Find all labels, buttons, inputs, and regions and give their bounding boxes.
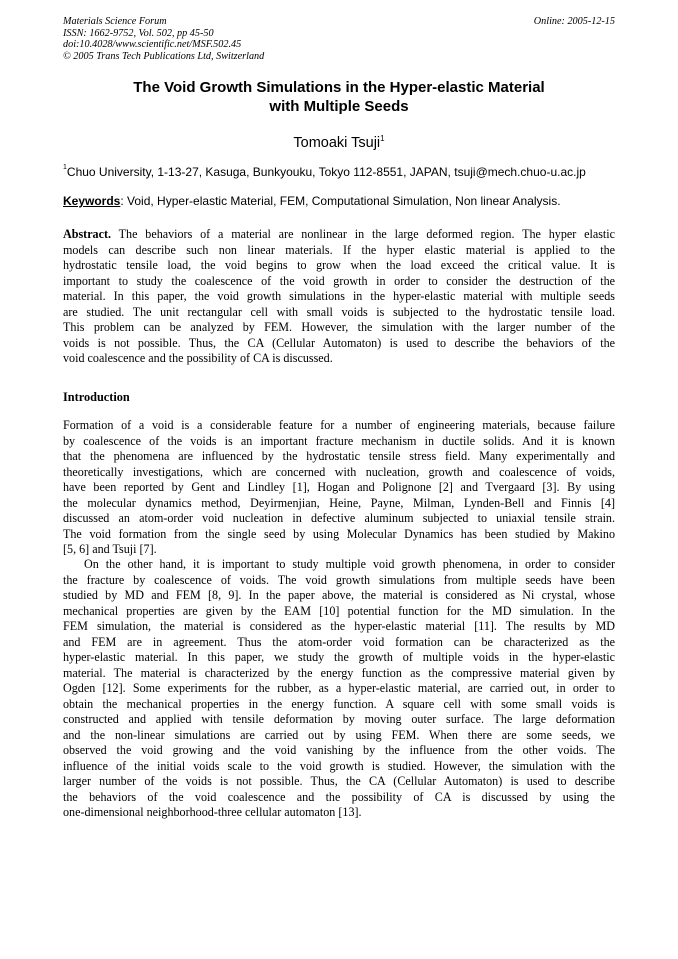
publication-header — [63, 16, 615, 62]
text-line: hyper-elastic material. In this paper, we study the growth of multiple voids in the hyper-elastic — [63, 650, 615, 664]
text-line: larger number of the voids is not possible. Thus, the CA (Cellular Automaton) is used to describe — [63, 774, 615, 788]
text-line: On the other hand, it is important to study multiple void growth phenomena, in order to consider — [84, 557, 615, 571]
text-line: one-dimensional neighborhood-three cellular automaton [13]. — [63, 805, 362, 819]
text-line: theoretically investigations, which are concerned with nucleation, growth and coalescence of voids, — [63, 464, 615, 479]
text-line: [5, 6] and Tsuji [7]. — [63, 542, 157, 556]
abstract-line: important to study the coalescence of the void growth in order to consider the destruction of the — [63, 273, 615, 288]
abstract-line: hydrostatic tensile load, the void begins to grow when the load exceed the critical value. It is — [63, 258, 615, 272]
text-line: material. The material is characterized by the energy function as the compressive material given by — [63, 665, 615, 680]
doi-line: doi:10.4028/www.scientific.net/MSF.502.45 — [63, 39, 242, 51]
abstract-line: void coalescence and the possibility of CA is discussed. — [63, 351, 333, 365]
text-line: have been reported by Gent and Lindley [1], Hogan and Polignone [2] and Tvergaard [3]. By using — [63, 480, 615, 494]
section-heading-introduction: Introduction — [63, 390, 130, 404]
introduction-paragraph-1 — [63, 418, 615, 558]
text-line: influence of the initial voids scale to the void growth is studied. However, the simulation with the — [63, 758, 615, 773]
text-line: and FEM are in agreement. Thus the atom-order void formation can be characterized as the — [63, 634, 615, 649]
paper-title — [63, 78, 615, 116]
title-line-2: with Multiple Seeds — [269, 98, 409, 115]
abstract-label: Abstract. — [63, 227, 112, 241]
abstract — [63, 227, 615, 367]
text-line: discussed an atom-order void nucleation in defective aluminum subjected to uniaxial tensile strain. — [63, 511, 615, 525]
text-line: the molecular dynamics method, Deyirmenjian, Heine, Payne, Milman, Lynden-Bell and Finnis [4] — [63, 495, 615, 510]
text-line: The void formation from the single seed by using Molecular Dynamics has been studied by Makino — [63, 526, 615, 541]
affiliation-mark: 1 — [63, 164, 67, 171]
abstract-line: Abstract. The behaviors of a material are nonlinear in the large deformed region. The hyper elastic — [63, 227, 615, 241]
text-line: the behaviors of the void coalescence and the possibility of CA is discussed by using the — [63, 789, 615, 804]
abstract-line: This problem can be analyzed by FEM. However, the simulation with the larger number of the — [63, 320, 615, 334]
keywords-label: Keywords — [63, 194, 121, 208]
text-line: Ogden [12]. Some experiments for the rubber, as a hyper-elastic material, are carried out, in order to — [63, 681, 615, 695]
author — [63, 135, 615, 151]
issn-line: ISSN: 1662-9752, Vol. 502, pp 45-50 — [63, 27, 214, 39]
text-line: constructed and applied with tensile deformation by moving outer surface. The large deformation — [63, 712, 615, 726]
text-line: Formation of a void is a considerable feature for a number of engineering materials, because failure — [63, 418, 615, 432]
abstract-line: material. In this paper, the void growth simulations in the hyper-elastic material with multiple seeds — [63, 289, 615, 303]
abstract-line: models can describe such non linear materials. If the hyper elastic material is applied to the — [63, 242, 615, 257]
text-line: that the phenomena are influenced by the hydrostatic tensile stress field. Many experimentally and — [63, 449, 615, 463]
keywords-text: : Void, Hyper-elastic Material, FEM, Computational Simulation, Non linear Analysis. — [120, 194, 561, 208]
text-line: FEM simulation, the material is considered as the hyper-elastic material [11]. The results by MD — [63, 619, 615, 633]
text-line: obtain the mechanical properties in the energy function. A square cell with some small voids is — [63, 696, 615, 711]
introduction-paragraph-2 — [63, 557, 615, 821]
text-line: observed the void growing and the void vanishing by the influence from the other voids. The — [63, 743, 615, 757]
keywords — [63, 194, 623, 208]
abstract-line: voids is not possible. Thus, the CA (Cellular Automaton) is used to describe the behaviors of the — [63, 335, 615, 350]
author-name: Tomoaki Tsuji — [293, 135, 381, 151]
affiliation-text: Chuo University, 1-13-27, Kasuga, Bunkyouku, Tokyo 112-8551, JAPAN, tsuji@mech.chuo-u.ac.jp — [66, 165, 586, 179]
text-line: by coalescence of the voids is an important fracture mechanism in ductile solids. And it is known — [63, 433, 615, 448]
text-line: and the non-linear simulations are carried out by using FEM. When there are some seeds, we — [63, 727, 615, 742]
online-date: Online: 2005-12-15 — [533, 16, 615, 27]
author-affiliation-mark: 1 — [380, 134, 385, 143]
copyright-line: © 2005 Trans Tech Publications Ltd, Switzerland — [63, 50, 265, 62]
text-line: mechanical properties are given by the EAM [10] potential function for the MD simulation. In the — [63, 603, 615, 618]
text-line: the fracture by coalescence of voids. The void growth simulations from multiple seeds have been — [63, 572, 615, 587]
text-line: studied by MD and FEM [8, 9]. In the paper above, the material is considered as Ni crystal, whose — [63, 588, 615, 602]
title-line-1: The Void Growth Simulations in the Hyper-elastic Material — [133, 79, 545, 96]
journal-name: Materials Science Forum — [63, 16, 167, 27]
affiliation — [63, 165, 623, 179]
abstract-line: are studied. The unit rectangular cell with small voids is subjected to the hydrostatic tensile load. — [63, 304, 615, 319]
